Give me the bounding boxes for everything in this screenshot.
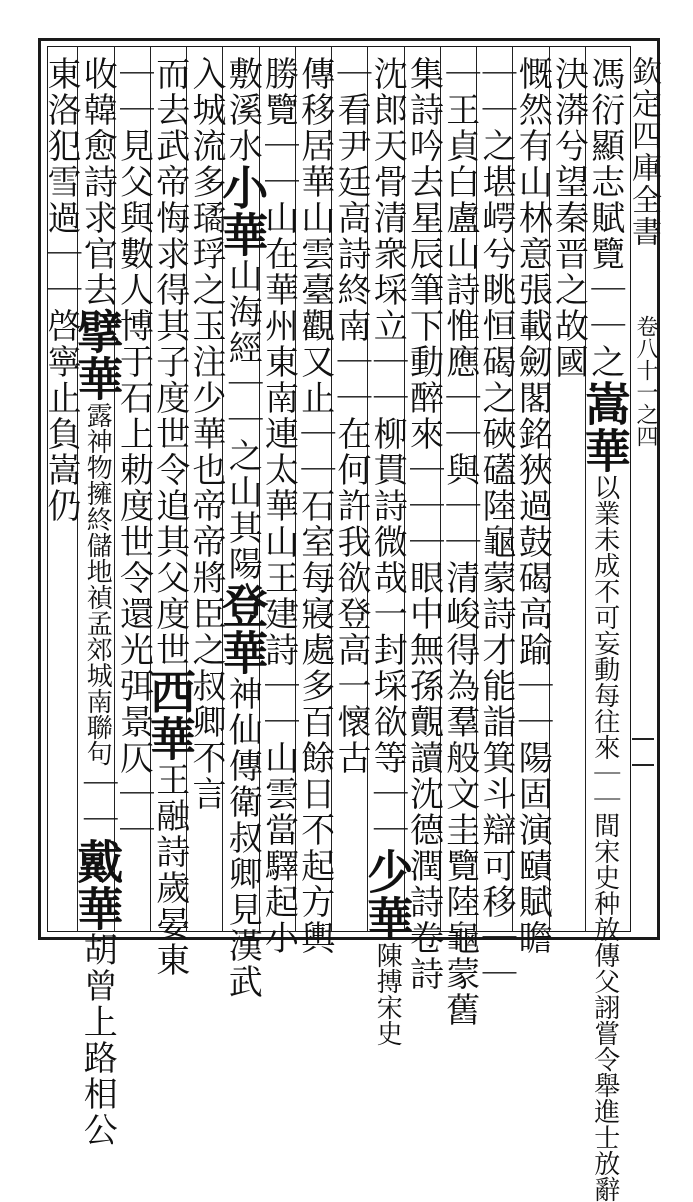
fish-tail-mark xyxy=(632,738,654,766)
column-text: 東洛犯雪過｜｜ xyxy=(41,56,81,308)
column-text: ｜｜ xyxy=(77,766,118,838)
entry-heading: 擘華 xyxy=(70,308,125,402)
annotation-line: 以業未成不可妄動每往來｜｜間 xyxy=(589,474,620,838)
column-text: 王融詩歲晏東 xyxy=(149,762,190,978)
column-text: ｜看尹廷高詩終南｜｜在何許我欲登高一懷古 xyxy=(331,56,371,776)
entry-heading: 戴華 xyxy=(70,838,125,932)
column-text: 胡曾上路相公 xyxy=(77,932,118,1148)
column-text: 山海經｜｜之山其陽 xyxy=(222,258,263,582)
column-text: 神仙傳衛叔卿見漢武 xyxy=(222,676,263,1000)
annotation xyxy=(372,942,403,1046)
column-text: 啓寧止負嵩仍 xyxy=(41,308,81,524)
entry-heading: 登華 xyxy=(215,582,270,676)
column-text: 收韓愈詩求官去 xyxy=(77,56,118,308)
entry-heading: 少華 xyxy=(360,848,415,942)
annotation-line: 宋史 xyxy=(372,994,403,1046)
entry-heading: 小華 xyxy=(215,164,270,258)
annotation xyxy=(82,402,113,766)
column-text: 沈郎天骨清衆埰立｜｜柳貫詩微哉一封埰欲等｜｜ xyxy=(367,56,408,848)
column-text: ｜王貞白盧山詩惟應｜｜與｜｜清峻得為羣般文圭覽陸龜蒙舊 xyxy=(439,56,480,1028)
entry-heading: 西華 xyxy=(142,668,197,762)
column-text: ｜｜見父與數人博于石上勅度世令還 xyxy=(113,56,154,632)
text-column xyxy=(38,56,83,926)
column-text: 敷溪水 xyxy=(222,56,263,164)
annotation-line: 陳搏 xyxy=(372,942,403,994)
folio-label: 卷八十一之四 xyxy=(633,315,658,447)
annotation xyxy=(589,474,620,1202)
annotation-line: 孟郊城南聯句 xyxy=(82,610,113,766)
column-text: 而去武帝悔求得其子度世令追其父度世 xyxy=(149,56,190,668)
annotation-line: 宋史种放傳父詡嘗令舉進士放辭 xyxy=(589,838,620,1202)
column-text: 勝覽｜｜山在華州東南連太華山王建詩｜｜山雲當驛起小 xyxy=(258,56,299,956)
column-text: 集詩吟去星辰筆下動醉來｜｜｜眼中無孫覿讀沈德潤詩卷詩 xyxy=(403,56,444,992)
column-text: 入城流 xyxy=(186,56,226,164)
column-text: 帝帝將臣之叔卿不言 xyxy=(186,488,226,812)
column-text: ｜｜之堪崿兮眺恒碣之硤礚陸龜蒙詩才能詣箕斗辯可移｜｜ xyxy=(476,56,516,992)
column-text: 光弭景仄｜｜ xyxy=(113,632,154,848)
column-text: 決漭兮望秦晋之故國 xyxy=(548,56,589,380)
annotation-line: 露神物擁終儲地禎 xyxy=(82,402,113,610)
column-text: 馮衍顯志賦覽｜｜之 xyxy=(584,56,625,380)
banner-title: 欽定四庫全書 xyxy=(626,56,661,248)
column-text: 多璚琈之玉注少華也 xyxy=(186,164,226,488)
column-text: 慨然有山林意張載劒閣銘狹過鼓碣高踰｜｜陽固演賾賦瞻 xyxy=(512,56,553,956)
entry-heading: 嵩華 xyxy=(577,380,632,474)
column-text: 傳移居華山雲臺觀又止｜｜石室每寢處多百餘日不起方輿 xyxy=(294,56,335,956)
